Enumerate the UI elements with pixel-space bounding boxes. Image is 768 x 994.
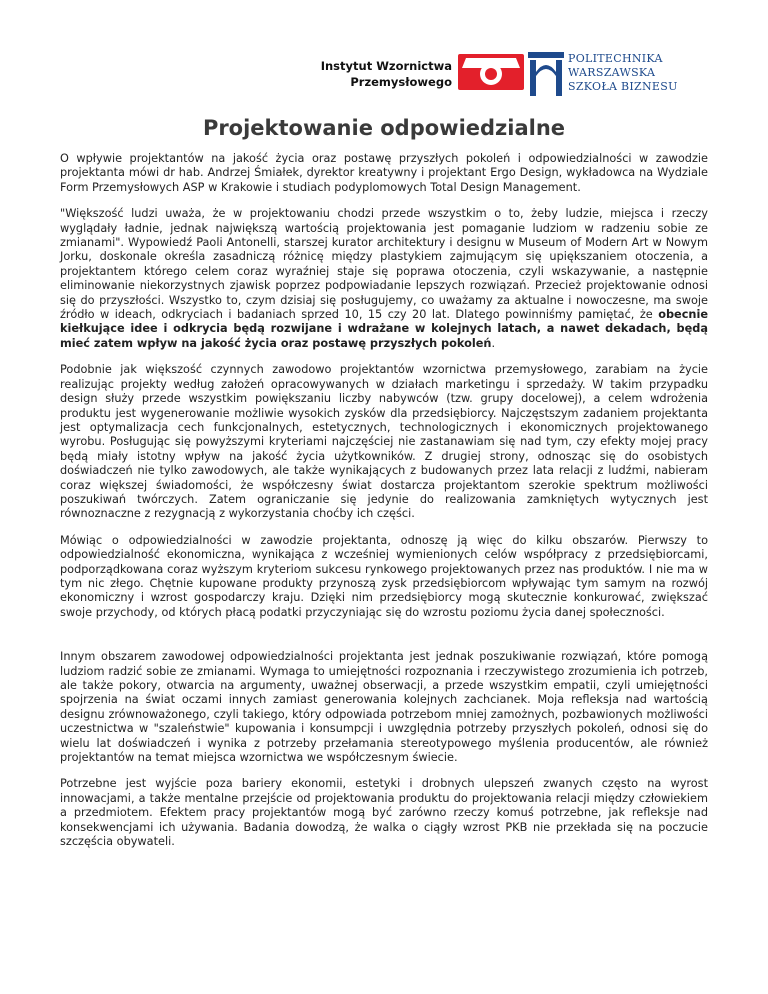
pw-name-line2: WARSZAWSKA [568,66,656,79]
paragraph-quote-text: "Większość ludzi uważa, że w projektowaniu chodzi przede wszystkim o to, żeby ludzie, miejsca i rzeczy wyglądały ładnie, jednak największą wartością projektowania jest pomaganie ludziom w radzeniu sobie ze zmianami". Wypowiedź Paoli Antonelli, starszej kurator architektury i designu w Museum of Modern Art w Nowym Jorku, doskonale określa zasadniczą różnicę między plastykiem zajmującym się upiększaniem otoczenia, a projektantem którego celem coraz wyraźniej staje się poprawa otoczenia, czyli wskazywanie, a następnie eliminowanie niekorzystnych zjawisk poprzez podpowiadanie lepszych rozwiązań. Przecież projektowanie odnosi się do przyszłości. Wszystko to, czym dzisiaj się posługujemy, co uważamy za aktualne i nowoczesne, ma swoje źródło w ideach, odkryciach i badaniach sprzed 10, 15 czy 20 lat. Dlatego powinniśmy pamiętać, że [60,207,708,322]
pw-name-line1: POLITECHNIKA [568,52,663,65]
paragraph-change: Innym obszarem zawodowej odpowiedzialności projektanta jest jednak poszukiwanie rozwiązań, które pomogą ludziom radzić sobie ze zmianami. Wymaga to umiejętności rozpoznania i rzeczywistego zrozumienia ich potrzeb, ale także pokory, otwarcia na argumenty, uważnej obserwacji, a przede wszystkim empatii, czyli umiejętności spojrzenia na świat oczami innych zamiast generowania kolejnych zachcianek. Moja refleksja nad wartością designu zrównoważonego, czyli takiego, który odpowiada potrzebom mniej zamożnych, pozbawionych możliwości uczestnictwa w "szaleństwie" kupowania i konsumpcji i uwzględnia potrzeby przyszłych pokoleń, odnosi się do wielu lat doświadczeń i wynika z potrzeby przełamania stereotypowego myślenia producentów, ale również projektantów na temat miejsca wzornictwa we współczesnym świecie. [60,650,708,765]
paragraph-quote-bold: obecnie kiełkujące idee i odkrycia będą rozwijane i wdrażane w kolejnych latach, a nawet dekadach, będą mieć zatem wpływ na jakość życia oraz postawę przyszłych pokoleń [60,308,708,350]
paragraph-beyond: Potrzebne jest wyjście poza bariery ekonomii, estetyki i drobnych ulepszeń zwanych często na wyrost innowacjami, a także mentalne przejście od projektowania produktu do projektowania relacji między człowiekiem a przedmiotem. Efektem pracy projektantów mogą być zarówno rzeczy komuś potrzebne, jak refleksje nad konsekwencjami ich używania. Badania dowodzą, że walka o ciągły wzrost PKB nie przekłada się na poczucie szczęścia obywateli. [60,777,708,849]
article-body [60,152,708,861]
page-title: Projektowanie odpowiedzialne [202,116,566,140]
paragraph-quote [60,207,708,351]
pw-name [568,52,678,94]
iwp-name-line1: Instytut Wzornictwa [320,59,452,73]
paragraph-intro: O wpływie projektantów na jakość życia oraz postawę przyszłych pokoleń i odpowiedzialności w zawodzie projektanta mówi dr hab. Andrzej Śmiałek, dyrektor kreatywny i projektant Ergo Design, wykładowca na Wydziale Form Przemysłowych ASP w Krakowie i studiach podyplomowych Total Design Management. [60,152,708,194]
iwp-name-line2: Przemysłowego [350,75,452,89]
header [0,50,768,120]
pw-name-line3: SZKOŁA BIZNESU [568,80,678,93]
paragraph-quote-end: . [491,336,496,350]
iwp-name [320,58,452,90]
paragraph-responsibility: Mówiąc o odpowiedzialności w zawodzie projektanta, odnoszę ją więc do kilku obszarów. Pierwszy to odpowiedzialność ekonomiczna, wynikająca z wcześniej wymienionych celów współpracy z przedsiębiorcami, podporządkowana coraz wyższym kryteriom sukcesu rynkowego projektowanych przez nas produktów. I nie ma w tym nic złego. Chętnie kupowane produkty przynoszą zysk przedsiębiorcom wpływając tym samym na rozwój ekonomiczny i wzrost gospodarczy kraju. Dzięki nim przedsiębiorcy mogą skutecznie konkurować, zwiększać swoje przychody, od których płacą podatki przyczyniając się do wzrostu poziomu życia danej społeczności. [60,533,708,619]
iwp-logo-icon [458,54,524,90]
paragraph-practice: Podobnie jak większość czynnych zawodowo projektantów wzornictwa przemysłowego, zarabiam na życie realizując projekty według założeń opracowywanych w działach marketingu i sprzedaży. W takim przypadku design służy przede wszystkim powiększaniu liczby nabywców (tzw. grupy docelowej), a celem wdrożenia produktu jest wygenerowanie możliwie wysokich zysków dla przedsiębiorcy. Najczęstszym zadaniem projektanta jest optymalizacja cech funkcjonalnych, estetycznych, technologicznych i ekonomicznych projektowanego wyrobu. Posługując się powyższymi kryteriami najczęściej nie zastanawiam się nad tym, czy efekty mojej pracy będą miały istotny wpływ na jakość życia użytkowników. Z drugiej strony, odnosząc się do osobistych doświadczeń nie tylko zawodowych, ale także wynikających z budowanych przez lata relacji z ludźmi, nabieram coraz większej świadomości, że współczesny świat dostarcza projektantom szerokie spektrum możliwości poszukiwań twórczych. Zatem ograniczanie się jedynie do realizowania zamkniętych wytycznych jest równoznaczne z rezygnacją z wykorzystania choćby ich części. [60,363,708,521]
